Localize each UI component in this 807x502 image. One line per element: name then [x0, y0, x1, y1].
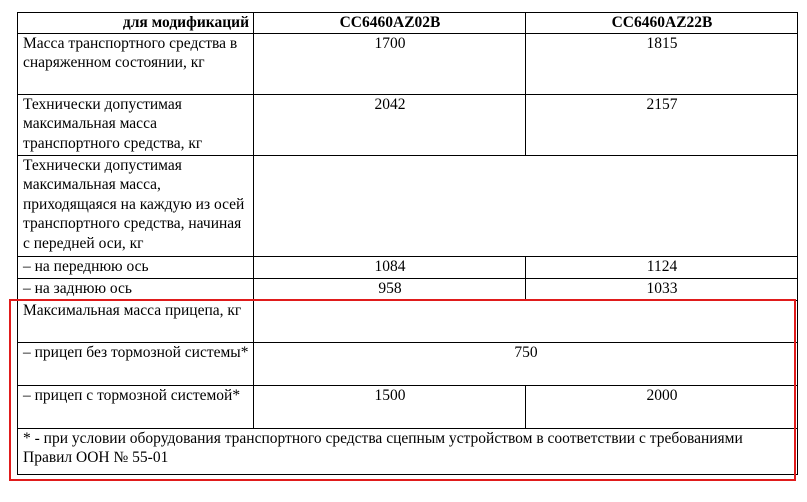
row-trailer-mass: [18, 300, 798, 342]
header-row: [18, 13, 798, 34]
row-footnote: [18, 428, 798, 474]
header-label: для модификаций: [18, 13, 254, 34]
row-rear-axle: [18, 278, 798, 300]
trailer-mass-label: Максимальная масса прицепа, кг: [18, 300, 254, 342]
max-mass-value-1: 2042: [254, 94, 526, 155]
row-curb-mass: [18, 33, 798, 94]
curb-mass-value-1: 1700: [254, 33, 526, 94]
trailer-braked-value-1: 1500: [254, 385, 526, 428]
trailer-braked-value-2: 2000: [526, 385, 798, 428]
row-trailer-braked: [18, 385, 798, 428]
rear-axle-value-2: 1033: [526, 278, 798, 300]
footnote: * - при условии оборудования транспортного средства сцепным устройством в соответствии с требованиями Правил ООН № 55-01: [18, 428, 798, 474]
curb-mass-value-2: 1815: [526, 33, 798, 94]
front-axle-value-2: 1124: [526, 256, 798, 278]
axle-mass-label: Технически допустимая максимальная масса, приходящаяся на каждую из осей транспортного средства, начиная с передней оси, кг: [18, 155, 254, 256]
rear-axle-label: – на заднюю ось: [18, 278, 254, 300]
header-model-2: CC6460AZ22B: [526, 13, 798, 34]
row-axle-mass: [18, 155, 798, 256]
max-mass-label: Технически допустимая максимальная масса транспортного средства, кг: [18, 94, 254, 155]
front-axle-label: – на переднюю ось: [18, 256, 254, 278]
row-front-axle: [18, 256, 798, 278]
trailer-braked-label: – прицеп с тормозной системой*: [18, 385, 254, 428]
trailer-mass-empty-cell: [254, 300, 798, 342]
curb-mass-label: Масса транспортного средства в снаряженном состоянии, кг: [18, 33, 254, 94]
row-max-mass: [18, 94, 798, 155]
axle-mass-empty-cell: [254, 155, 798, 256]
front-axle-value-1: 1084: [254, 256, 526, 278]
trailer-unbraked-label: – прицеп без тормозной системы*: [18, 342, 254, 385]
rear-axle-value-1: 958: [254, 278, 526, 300]
trailer-unbraked-value: 750: [254, 342, 798, 385]
specification-table: [17, 12, 798, 475]
header-model-1: CC6460AZ02B: [254, 13, 526, 34]
max-mass-value-2: 2157: [526, 94, 798, 155]
row-trailer-unbraked: [18, 342, 798, 385]
